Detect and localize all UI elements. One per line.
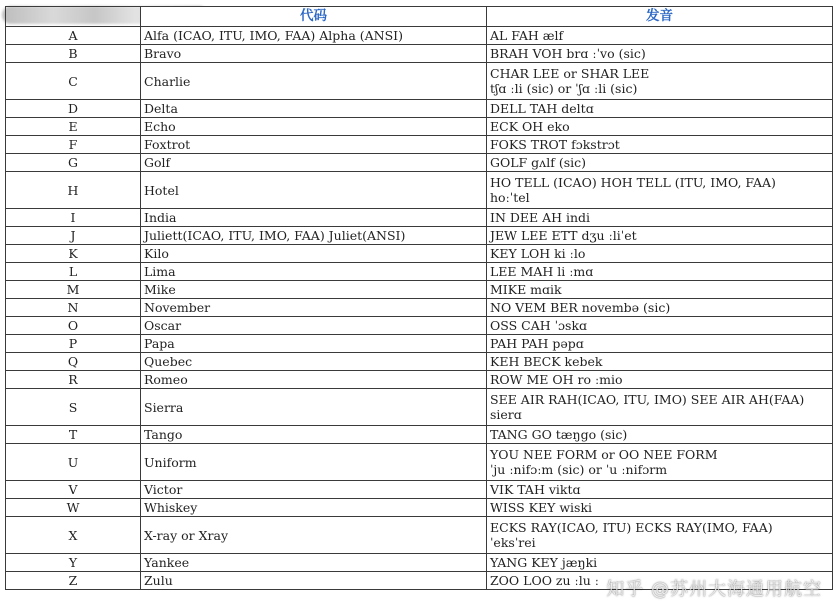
table-row (6, 245, 833, 263)
pronunciation-cell (487, 136, 833, 154)
code-word-cell: Mike (141, 281, 487, 299)
table-row (6, 299, 833, 317)
table-row (6, 27, 833, 45)
pronunciation-cell (487, 554, 833, 572)
letter-cell: N (6, 299, 141, 317)
letter-cell: Z (6, 572, 141, 590)
letter-cell: Y (6, 554, 141, 572)
table-row (6, 517, 833, 554)
letter-cell: V (6, 481, 141, 499)
table-row (6, 209, 833, 227)
code-word-cell: Lima (141, 263, 487, 281)
pronunciation-cell (487, 317, 833, 335)
pronunciation-cell (487, 100, 833, 118)
table-row (6, 263, 833, 281)
pronunciation-line: VIK TAH viktɑ (490, 482, 581, 497)
pronunciation-line: PAH PAH pəpɑ (490, 336, 584, 351)
letter-cell: G (6, 154, 141, 172)
pronunciation-line: KEH BECK kebek (490, 354, 603, 369)
pronunciation-line: tʃɑ ːli (sic) or ˈʃɑ ːli (sic) (490, 81, 638, 96)
pronunciation-line: FOKS TROT fɔkstrɔt (490, 137, 620, 152)
code-word-cell: India (141, 209, 487, 227)
table-row (6, 227, 833, 245)
pronunciation-line: TANG GO tæŋgo (sic) (490, 427, 628, 442)
pronunciation-line: YANG KEY jæŋki (490, 555, 598, 570)
pronunciation-line: hoːˈtel (490, 190, 530, 205)
pronunciation-line: KEY LOH ki ːlo (490, 246, 586, 261)
pronunciation-cell (487, 371, 833, 389)
table-row (6, 499, 833, 517)
code-word-cell: Bravo (141, 45, 487, 63)
pronunciation-cell (487, 118, 833, 136)
table-row (6, 353, 833, 371)
pronunciation-line: WISS KEY wiski (490, 500, 593, 515)
letter-cell: A (6, 27, 141, 45)
letter-cell: R (6, 371, 141, 389)
table-header-row (6, 7, 833, 27)
letter-cell: I (6, 209, 141, 227)
code-word-cell: Romeo (141, 371, 487, 389)
table-row (6, 554, 833, 572)
phonetic-alphabet-table (5, 6, 833, 590)
table-row (6, 389, 833, 426)
pronunciation-cell (487, 299, 833, 317)
pronunciation-cell (487, 227, 833, 245)
letter-cell: W (6, 499, 141, 517)
pronunciation-cell (487, 27, 833, 45)
pronunciation-line: CHAR LEE or SHAR LEE (490, 66, 650, 81)
watermark: 知乎 @苏州大海通用航空 (606, 579, 822, 600)
pronunciation-line: ECKS RAY(ICAO, ITU) ECKS RAY(IMO, FAA) (490, 520, 773, 535)
header-letter-cell (6, 7, 141, 27)
pronunciation-line: ˈju ːnifɔːm (sic) or ˈu ːnifɔrm (490, 462, 668, 477)
code-word-cell: Uniform (141, 444, 487, 481)
pronunciation-line: ECK OH eko (490, 119, 570, 134)
table-row (6, 444, 833, 481)
code-word-cell: Whiskey (141, 499, 487, 517)
header-pronunciation: 发音 (487, 7, 833, 27)
pronunciation-cell (487, 444, 833, 481)
letter-cell: U (6, 444, 141, 481)
code-word-cell: Sierra (141, 389, 487, 426)
code-word-cell: Echo (141, 118, 487, 136)
pronunciation-cell (487, 63, 833, 100)
pronunciation-cell (487, 426, 833, 444)
table-row (6, 481, 833, 499)
pronunciation-cell (487, 263, 833, 281)
letter-cell: S (6, 389, 141, 426)
letter-cell: P (6, 335, 141, 353)
table-row (6, 63, 833, 100)
code-word-cell: Alfa (ICAO, ITU, IMO, FAA) Alpha (ANSI) (141, 27, 487, 45)
table-row (6, 426, 833, 444)
table-row (6, 172, 833, 209)
pronunciation-line: SEE AIR RAH(ICAO, ITU, IMO) SEE AIR AH(FAA) (490, 392, 805, 407)
pronunciation-cell (487, 172, 833, 209)
pronunciation-line: sierɑ (490, 407, 522, 422)
code-word-cell: Quebec (141, 353, 487, 371)
pronunciation-line: YOU NEE FORM or OO NEE FORM (490, 447, 718, 462)
pronunciation-cell (487, 517, 833, 554)
pronunciation-cell (487, 481, 833, 499)
code-word-cell: Delta (141, 100, 487, 118)
letter-cell: X (6, 517, 141, 554)
code-word-cell: Tango (141, 426, 487, 444)
letter-cell: T (6, 426, 141, 444)
letter-cell: L (6, 263, 141, 281)
pronunciation-cell (487, 281, 833, 299)
table-body (6, 27, 833, 590)
table-row (6, 317, 833, 335)
pronunciation-line: ZOO LOO zu ːlu ː (490, 573, 599, 588)
pronunciation-cell (487, 353, 833, 371)
table-row (6, 572, 833, 590)
pronunciation-line: HO TELL (ICAO) HOH TELL (ITU, IMO, FAA) (490, 175, 776, 190)
letter-cell: O (6, 317, 141, 335)
letter-cell: D (6, 100, 141, 118)
table-row (6, 281, 833, 299)
letter-cell: M (6, 281, 141, 299)
code-word-cell: Hotel (141, 172, 487, 209)
pronunciation-line: DELL TAH deltɑ (490, 101, 594, 116)
pronunciation-line: OSS CAH ˈɔskɑ (490, 318, 588, 333)
pronunciation-line: ROW ME OH ro ːmio (490, 372, 623, 387)
pronunciation-line: GOLF gʌlf (sic) (490, 155, 587, 170)
pronunciation-line: LEE MAH li ːmɑ (490, 264, 594, 279)
pronunciation-line: MIKE mɑik (490, 282, 562, 297)
letter-cell: J (6, 227, 141, 245)
pronunciation-cell (487, 499, 833, 517)
letter-cell: E (6, 118, 141, 136)
letter-cell: Q (6, 353, 141, 371)
pronunciation-line: ˈeksˈrei (490, 535, 536, 550)
table-row (6, 154, 833, 172)
code-word-cell: Golf (141, 154, 487, 172)
code-word-cell: November (141, 299, 487, 317)
code-word-cell: Juliett(ICAO, ITU, IMO, FAA) Juliet(ANSI) (141, 227, 487, 245)
pronunciation-cell (487, 154, 833, 172)
pronunciation-line: IN DEE AH indi (490, 210, 591, 225)
pronunciation-cell (487, 572, 833, 590)
letter-cell: F (6, 136, 141, 154)
code-word-cell: Oscar (141, 317, 487, 335)
code-word-cell: X-ray or Xray (141, 517, 487, 554)
table-row (6, 136, 833, 154)
code-word-cell: Kilo (141, 245, 487, 263)
pronunciation-cell (487, 45, 833, 63)
code-word-cell: Charlie (141, 63, 487, 100)
letter-cell: K (6, 245, 141, 263)
pronunciation-line: NO VEM BER novembə (sic) (490, 300, 671, 315)
pronunciation-line: BRAH VOH brɑ ːˈvo (sic) (490, 46, 646, 61)
pronunciation-cell (487, 389, 833, 426)
pronunciation-cell (487, 245, 833, 263)
code-word-cell: Victor (141, 481, 487, 499)
table-row (6, 371, 833, 389)
header-code: 代码 (141, 7, 487, 27)
code-word-cell: Zulu (141, 572, 487, 590)
pronunciation-cell (487, 335, 833, 353)
letter-cell: C (6, 63, 141, 100)
letter-cell: H (6, 172, 141, 209)
table-row (6, 118, 833, 136)
table-row (6, 45, 833, 63)
pronunciation-line: AL FAH ælf (490, 28, 564, 43)
code-word-cell: Papa (141, 335, 487, 353)
code-word-cell: Yankee (141, 554, 487, 572)
pronunciation-line: JEW LEE ETT dʒu ːliˈet (490, 228, 637, 243)
table-row (6, 100, 833, 118)
code-word-cell: Foxtrot (141, 136, 487, 154)
table-row (6, 335, 833, 353)
letter-cell: B (6, 45, 141, 63)
pronunciation-cell (487, 209, 833, 227)
